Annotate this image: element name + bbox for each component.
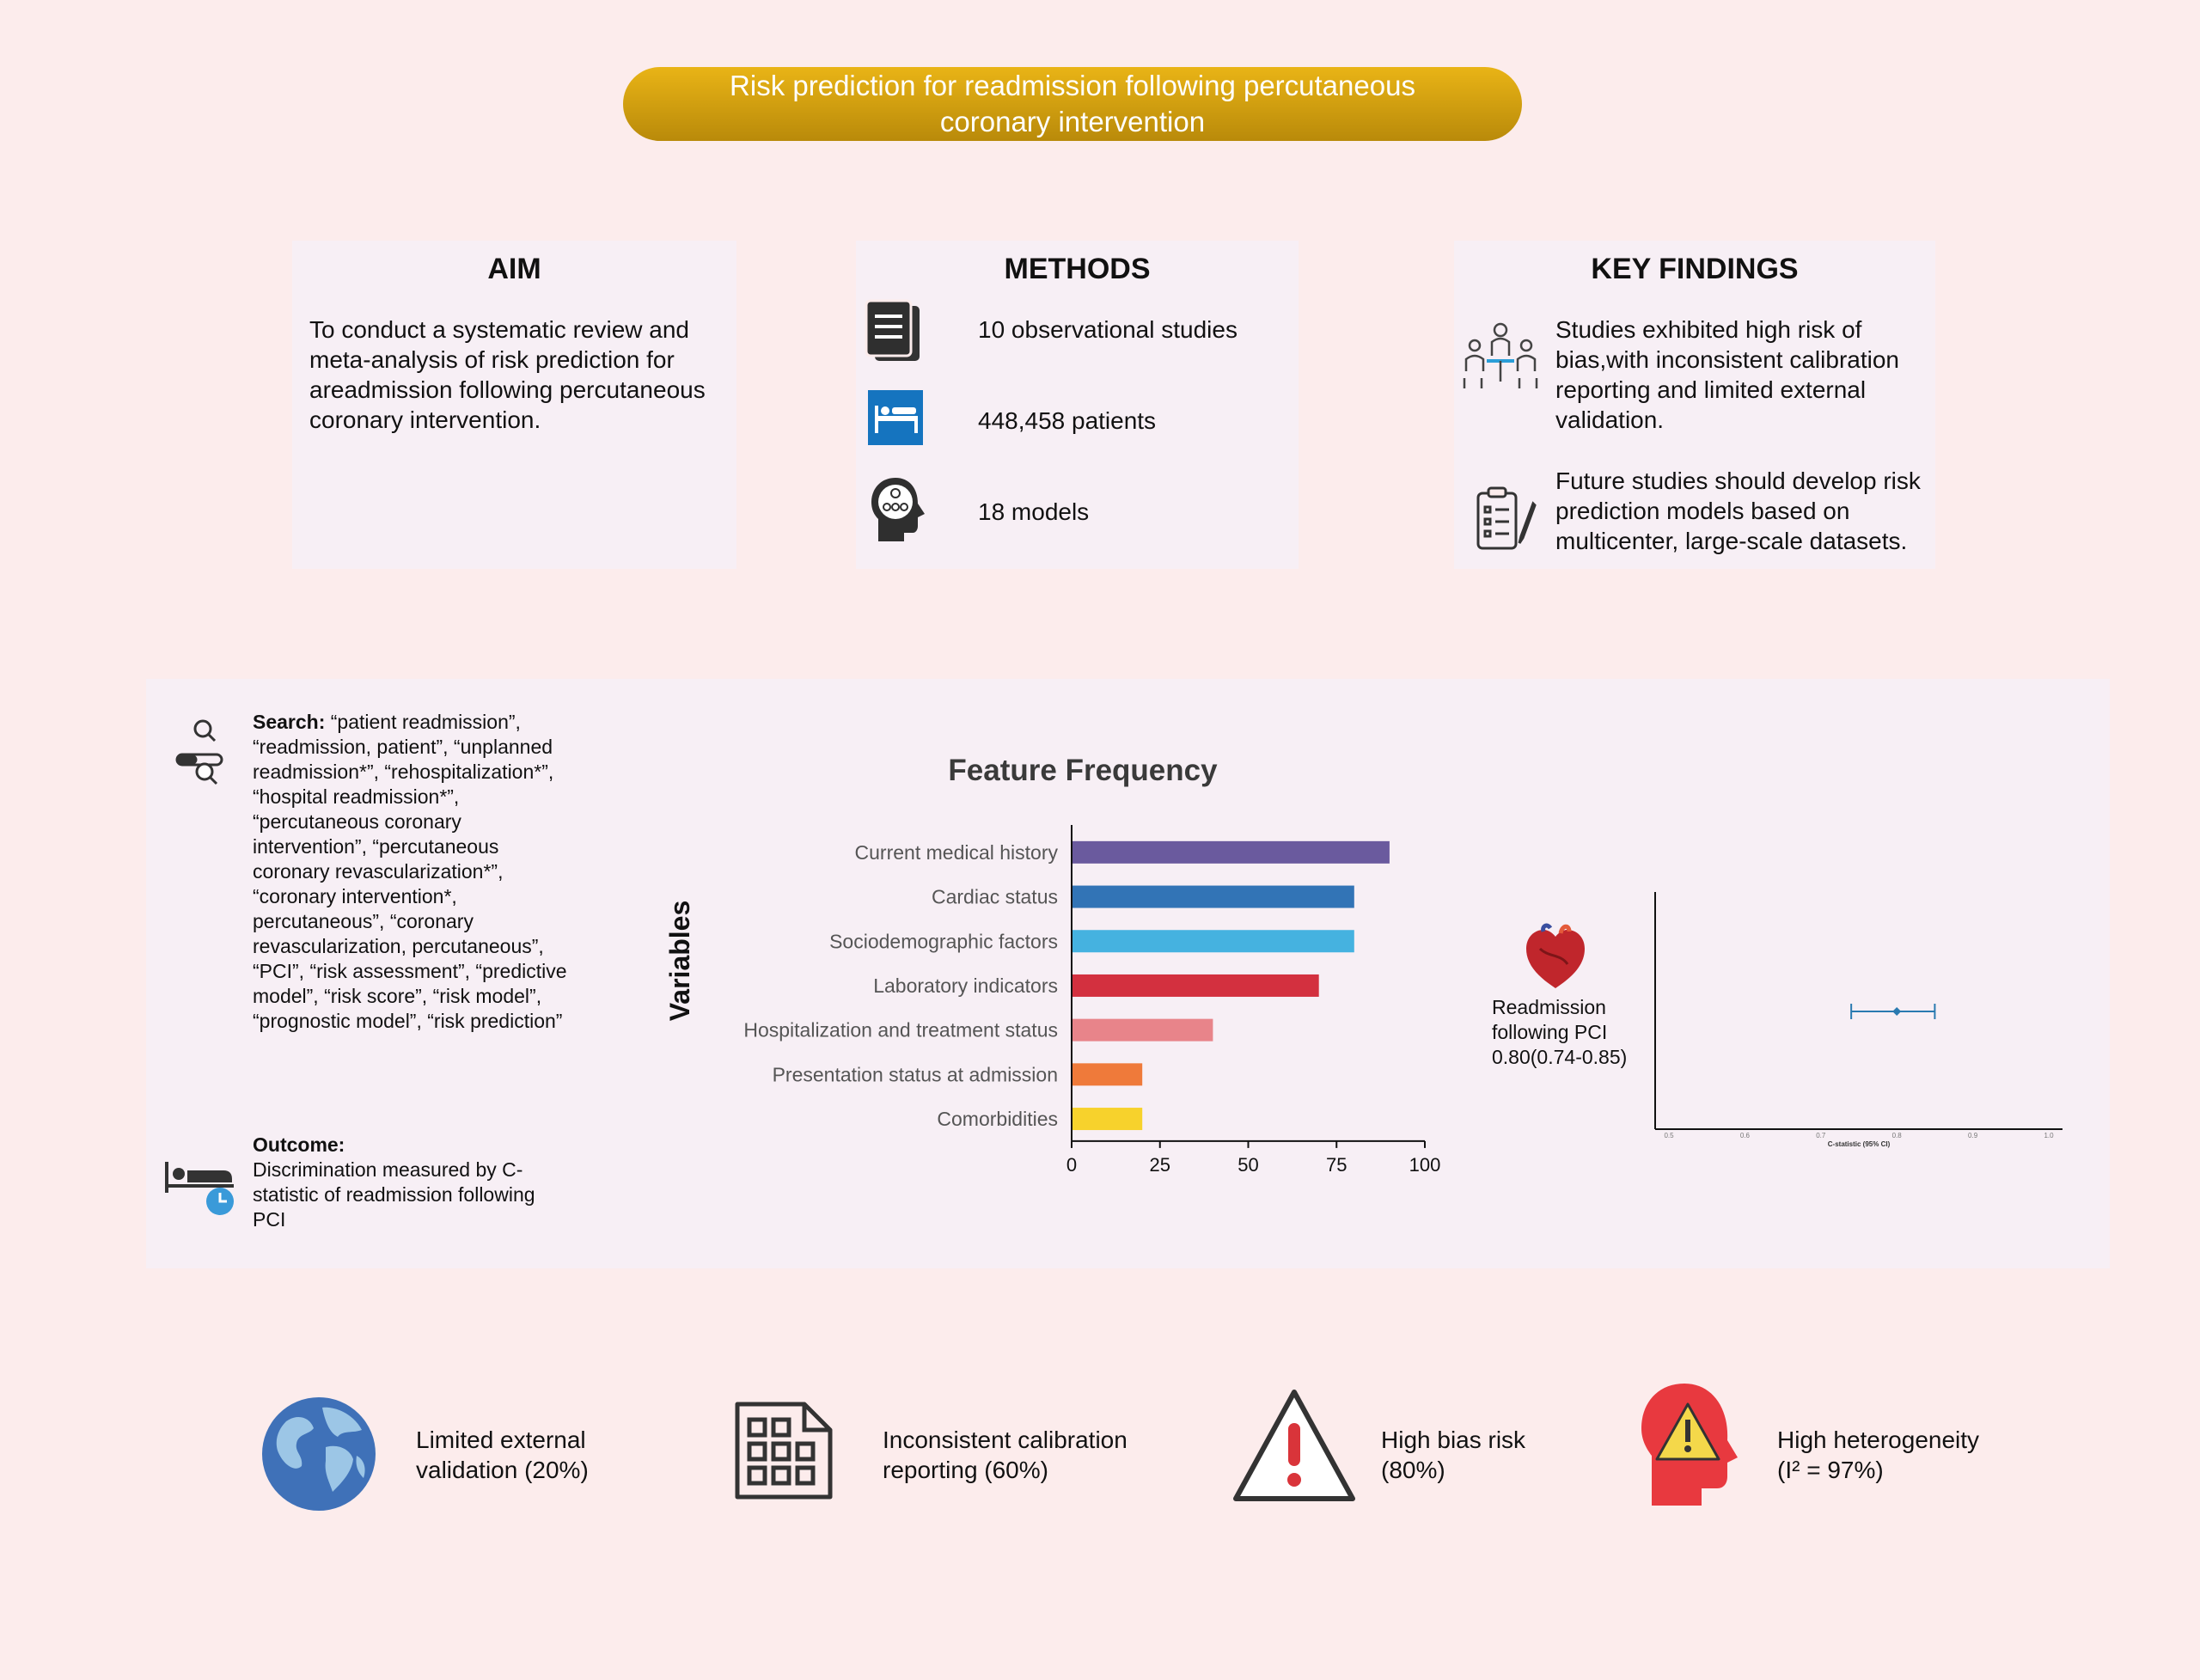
search-terms — [253, 710, 571, 1034]
methods-heading: METHODS — [1004, 253, 1151, 285]
bar — [1072, 930, 1354, 952]
methods-item-patients: 448,458 patients — [978, 407, 1157, 434]
findings-item-bias: Studies exhibited high risk of bias,with inconsistent calibration reporting and limited external validation. — [1555, 316, 1899, 433]
category-label: Presentation status at admission — [772, 1063, 1058, 1086]
forest-study-label: following PCI — [1492, 1021, 1608, 1043]
methods-item-models: 18 models — [978, 498, 1090, 525]
bar — [1072, 974, 1319, 997]
feature-frequency-chart — [602, 739, 1478, 1203]
search-label: Search: — [253, 711, 326, 733]
globe-icon — [260, 1396, 377, 1512]
x-tick-label: 25 — [1149, 1153, 1170, 1176]
head-warning-icon — [1633, 1380, 1739, 1507]
bar — [1072, 1019, 1213, 1042]
clipboard-icon — [1475, 486, 1540, 552]
forest-study-label: 0.80(0.74-0.85) — [1492, 1046, 1628, 1068]
limitation-line: High heterogeneity — [1777, 1426, 1980, 1453]
forest-tick-label: 1.0 — [2044, 1132, 2054, 1139]
aim-panel — [292, 241, 736, 569]
limitation-bias — [1381, 1425, 1525, 1485]
bar — [1072, 841, 1390, 864]
patient-bed-clock-icon — [163, 1158, 242, 1217]
forest-tick-label: 0.7 — [1816, 1132, 1826, 1139]
limitation-line: High bias risk — [1381, 1426, 1526, 1453]
category-label: Current medical history — [854, 840, 1058, 864]
limitation-heterogeneity — [1777, 1425, 1979, 1485]
findings-panel — [1454, 241, 1935, 569]
forest-tick-label: 0.9 — [1968, 1132, 1978, 1139]
limitation-line: Inconsistent calibration — [883, 1426, 1128, 1453]
category-label: Sociodemographic factors — [829, 930, 1058, 953]
page-title: Risk prediction for readmission following percutaneous coronary intervention — [623, 67, 1522, 141]
category-label: Hospitalization and treatment status — [743, 1018, 1058, 1042]
limitation-line: (80%) — [1381, 1457, 1445, 1483]
limitation-line: reporting (60%) — [883, 1457, 1048, 1483]
forest-tick-label: 0.8 — [1891, 1132, 1902, 1139]
document-icon — [863, 299, 923, 364]
estimate-point — [1892, 1007, 1901, 1016]
hospital-bed-icon — [868, 390, 923, 445]
warning-triangle-icon — [1231, 1387, 1358, 1506]
findings-heading: KEY FINDINGS — [1591, 253, 1799, 285]
outcome-label: Outcome: — [253, 1133, 345, 1156]
forest-x-label: C-statistic (95% CI) — [1827, 1140, 1891, 1148]
x-tick-label: 50 — [1238, 1153, 1259, 1176]
calendar-grid-icon — [732, 1399, 835, 1502]
category-label: Cardiac status — [931, 885, 1058, 908]
aim-heading: AIM — [487, 253, 541, 285]
category-label: Comorbidities — [937, 1108, 1058, 1131]
limitation-external-validation — [416, 1425, 589, 1485]
forest-tick-label: 0.5 — [1664, 1132, 1674, 1139]
outcome-text: Discrimination measured by C-statistic of readmission following PCI — [253, 1158, 535, 1231]
forest-plot — [1487, 885, 2071, 1160]
category-label: Laboratory indicators — [873, 974, 1058, 997]
limitation-line: (I² = 97%) — [1777, 1457, 1884, 1483]
limitation-line: Limited external — [416, 1426, 586, 1453]
limitation-line: validation (20%) — [416, 1457, 589, 1483]
y-axis-label: Variables — [664, 900, 695, 1022]
x-tick-label: 0 — [1066, 1153, 1078, 1176]
search-icon — [172, 715, 227, 787]
bar — [1072, 886, 1354, 908]
forest-study-label: Readmission — [1492, 996, 1606, 1018]
head-gears-icon — [866, 474, 930, 545]
methods-panel — [856, 241, 1299, 569]
findings-item-future: Future studies should develop risk prediction models based on multicenter, large-scale datasets. — [1555, 467, 1921, 554]
limitation-calibration — [883, 1425, 1128, 1485]
bar — [1072, 1108, 1142, 1130]
forest-tick-label: 0.6 — [1739, 1132, 1750, 1139]
x-tick-label: 100 — [1409, 1153, 1441, 1176]
methods-item-studies: 10 observational studies — [978, 316, 1238, 343]
bar — [1072, 1063, 1142, 1085]
search-text: “patient readmission”, “readmission, patient”, “unplanned readmission*”, “rehospitalization*”, “hospital readmission*”, “percutaneous coronary intervention”, “percutaneous coronary revascularization*”, “coronary intervention*, percutaneous”, “coronary revascularization, percutaneous”, “PCI”, “risk assessment”, “predictive model”, “risk score”, “risk model”, “prognostic model”, “risk prediction” — [253, 711, 567, 1032]
x-tick-label: 75 — [1326, 1153, 1348, 1176]
chart-title: Feature Frequency — [948, 754, 1218, 787]
aim-text: To conduct a systematic review and meta-analysis of risk prediction for areadmission following percutaneous coronary intervention. — [309, 316, 706, 433]
meeting-icon — [1461, 321, 1540, 392]
outcome-block — [253, 1133, 536, 1232]
